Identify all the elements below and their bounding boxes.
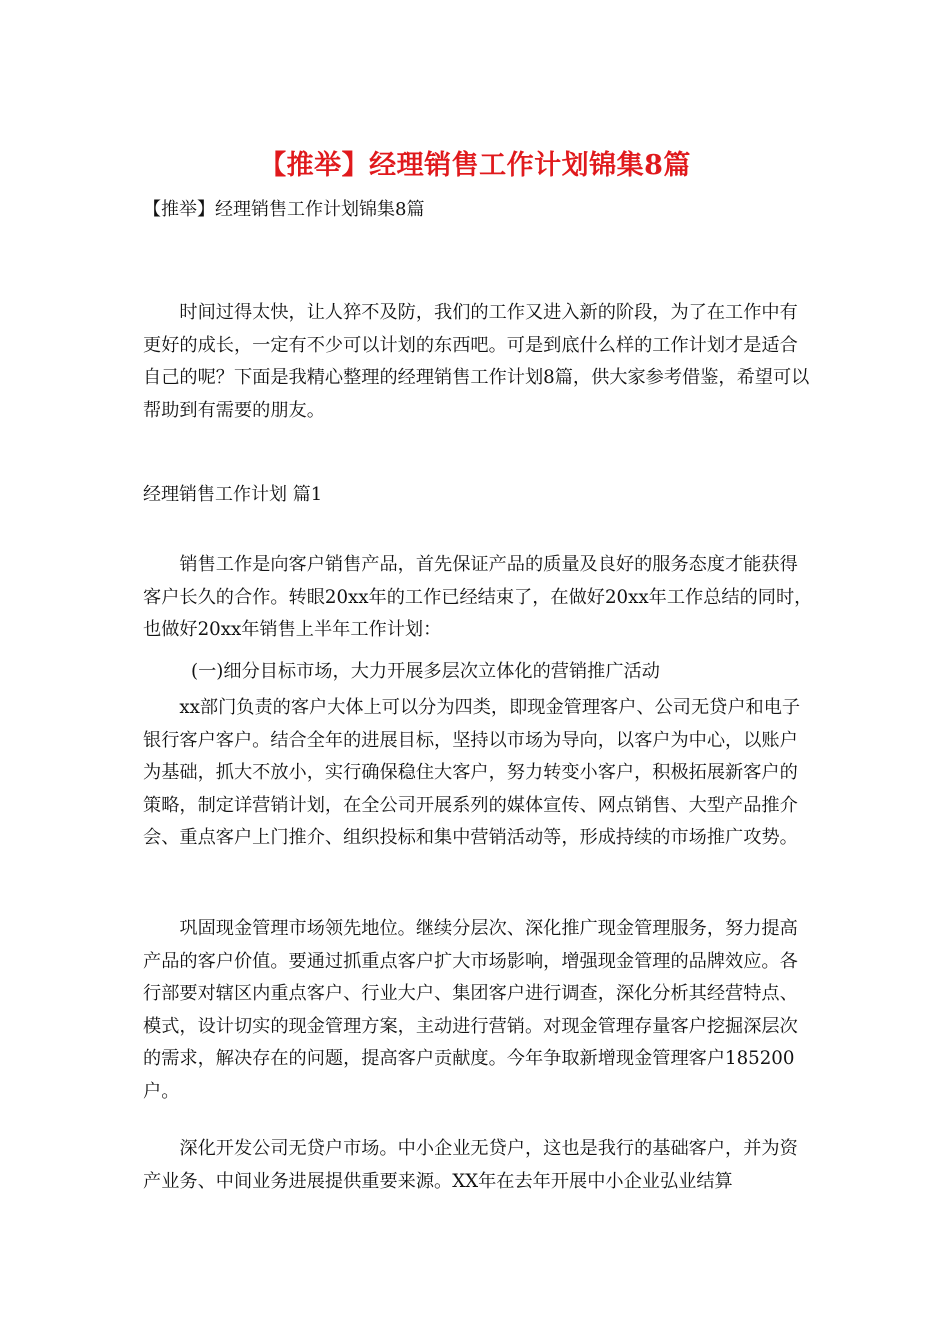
section-paragraph-3: 巩固现金管理市场领先地位。继续分层次、深化推广现金管理服务，努力提高产品的客户价值。要通过抓重点客户扩大市场影响，增强现金管理的品牌效应。各行部要对辖区内重点客户、行业大户、集团客户进行调查，深化分析其经营特点、模式，设计切实的现金管理方案，主动进行营销。对现金管理存量客户挖掘深层次的需求，解决存在的问题，提高客户贡献度。今年争取新增现金管理客户185200户。 xyxy=(143,918,798,1102)
section-paragraph-4: 深化开发公司无贷户市场。中小企业无贷户，这也是我行的基础客户，并为资产业务、中间业务进展提供重要来源。XX年在去年开展中小企业弘业结算 xyxy=(143,1138,798,1192)
document-subtitle: 【推举】经理销售工作计划锦集8篇 xyxy=(143,199,425,220)
section-paragraph-2: xx部门负责的客户大体上可以分为四类，即现金管理客户、公司无贷户和电子银行客户客户。结合全年的进展目标，坚持以市场为导向，以客户为中心，以账户为基础，抓大不放小，实行确保稳住大客户，努力转变小客户，积极拓展新客户的策略，制定详营销计划，在全公司开展系列的媒体宣传、网点销售、大型产品推介会、重点客户上门推介、组织投标和集中营销活动等，形成持续的市场推广攻势。 xyxy=(143,697,801,848)
section-subheading: (一)细分目标市场，大力开展多层次立体化的营销推广活动 xyxy=(191,661,660,682)
section-paragraph-1: 销售工作是向客户销售产品，首先保证产品的质量及良好的服务态度才能获得客户长久的合作。转眼20xx年的工作已经结束了，在做好20xx年工作总结的同时，也做好20xx年销售上半年工作计划： xyxy=(143,554,813,640)
section-heading: 经理销售工作计划 篇1 xyxy=(143,484,323,505)
document-title: 【推举】经理销售工作计划锦集8篇 xyxy=(259,150,691,181)
intro-paragraph: 时间过得太快，让人猝不及防，我们的工作又进入新的阶段，为了在工作中有更好的成长，一定有不少可以计划的东西吧。可是到底什么样的工作计划才是适合自己的呢？下面是我精心整理的经理销售工作计划8篇，供大家参考借鉴，希望可以帮助到有需要的朋友。 xyxy=(143,302,810,421)
